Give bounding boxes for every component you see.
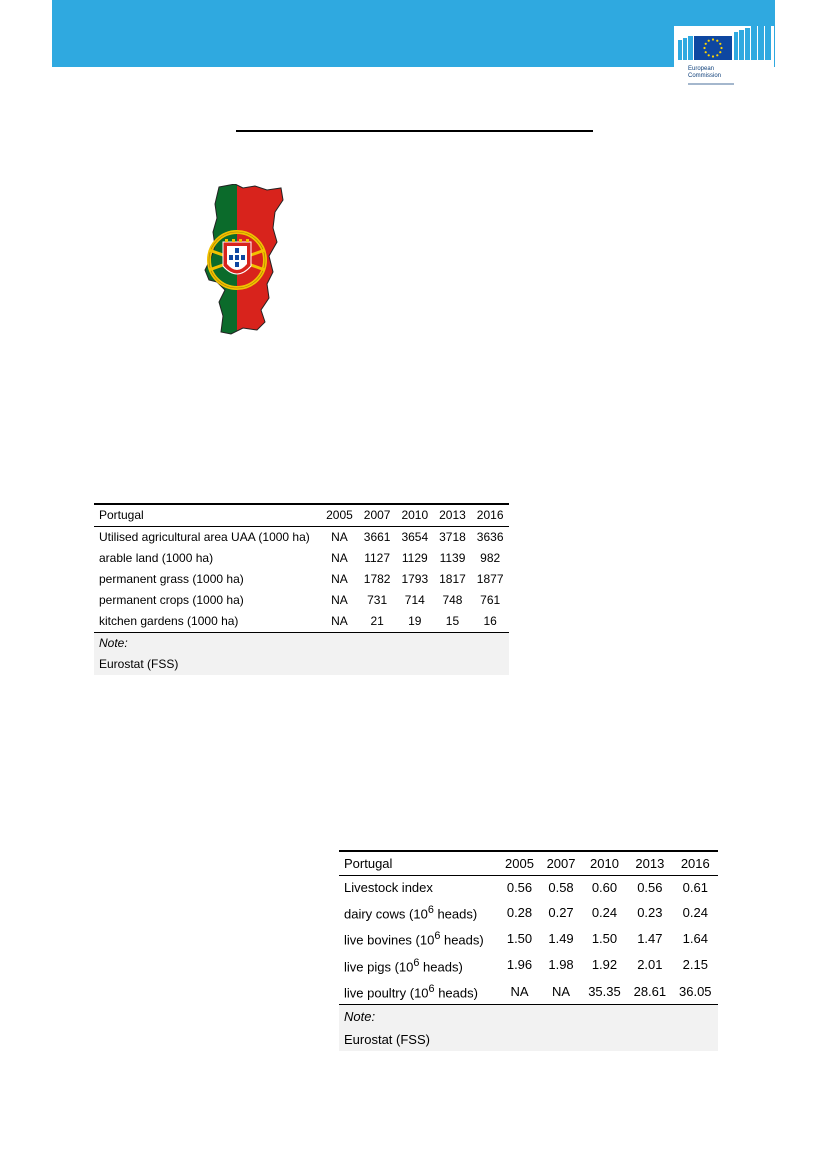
title-underline [236, 130, 593, 132]
row-label [339, 899, 499, 925]
cell-value: NA [321, 611, 359, 633]
cell-value: 731 [367, 593, 388, 607]
cell-value: 1.47 [637, 930, 663, 946]
cell-value: 21 [358, 611, 396, 633]
table-row [94, 527, 509, 549]
cell-value: 1.98 [548, 957, 574, 973]
row-label-exponent: 6 [428, 982, 435, 995]
european-commission-logo [674, 26, 774, 88]
cell-value: 2.01 [637, 957, 663, 973]
row-label: permanent grass (1000 ha) [99, 572, 244, 586]
row-label-text: live pigs (10 [344, 958, 414, 974]
table-row [94, 590, 509, 611]
cell-value: 1793 [401, 572, 429, 586]
cell-value: 1.92 [591, 957, 618, 973]
cell-value: NA [499, 978, 541, 1005]
cell-value: 1817 [439, 572, 466, 586]
table-row [339, 952, 718, 978]
year-header: 2007 [358, 504, 396, 527]
cell-value: 35.35 [582, 978, 627, 1005]
row-label-suffix: heads) [440, 932, 484, 948]
cell-value: 1139 [439, 551, 466, 565]
cell-value: 0.23 [637, 904, 663, 920]
row-label-exponent: 6 [413, 956, 420, 969]
table-title: Portugal [94, 504, 321, 527]
header-banner [52, 0, 775, 67]
livestock-table [339, 850, 718, 1051]
table-source-row [94, 654, 509, 675]
cell-value: 0.61 [682, 880, 708, 895]
row-label: Livestock index [344, 880, 433, 895]
cell-value: NA [331, 530, 348, 544]
cell-value: 1129 [401, 551, 428, 565]
row-label-suffix: heads) [419, 958, 463, 974]
cell-value: 1.50 [506, 930, 533, 946]
cell-value: 1.64 [682, 930, 708, 946]
cell-value: NA [331, 551, 348, 565]
row-label: Utilised agricultural area UAA (1000 ha) [99, 530, 310, 544]
table-note-row [339, 1005, 718, 1029]
cell-value: 982 [480, 551, 501, 565]
cell-value: 748 [442, 593, 463, 607]
cell-value: 2.15 [682, 957, 708, 973]
cell-value: 1127 [364, 551, 391, 565]
portugal-flag-map [203, 184, 285, 336]
year-header: 2005 [499, 851, 541, 876]
cell-value: 1782 [363, 572, 391, 586]
row-label-exponent: 6 [427, 904, 434, 916]
year-header: 2007 [540, 851, 582, 876]
year-header: 2005 [321, 504, 359, 527]
table-row [339, 925, 718, 951]
table-row [339, 978, 718, 1005]
cell-value: 714 [404, 593, 425, 607]
cell-value: 0.58 [548, 880, 574, 895]
table-title: Portugal [339, 851, 499, 876]
table-row [339, 899, 718, 925]
cell-value: 16 [471, 611, 509, 633]
row-label-exponent: 6 [434, 930, 441, 943]
year-header: 2010 [396, 504, 434, 527]
logo-text-line2: Commission [688, 73, 722, 79]
cell-value: 15 [434, 611, 472, 633]
cell-value: 0.60 [591, 880, 618, 895]
cell-value: NA [540, 978, 582, 1005]
table-header-row [339, 851, 718, 876]
cell-value: 28.61 [627, 978, 672, 1005]
row-label: arable land (1000 ha) [99, 551, 214, 565]
cell-value: 1.49 [548, 930, 574, 946]
table-header-row [94, 504, 509, 527]
cell-value: 0.27 [548, 904, 574, 920]
row-label-text: live bovines (10 [344, 932, 435, 948]
table-row [94, 611, 509, 633]
row-label [339, 952, 499, 978]
row-label [339, 925, 499, 951]
year-header: 2010 [582, 851, 627, 876]
row-label-text: dairy cows (10 [344, 906, 428, 922]
cell-value: 3661 [363, 530, 391, 544]
table-row [339, 876, 718, 900]
cell-value: 0.24 [591, 904, 618, 920]
table-note: Note: [339, 1005, 718, 1029]
row-label-suffix: heads) [434, 985, 478, 1001]
cell-value: NA [331, 593, 348, 607]
row-label-suffix: heads) [433, 906, 478, 922]
year-header: 2013 [627, 851, 672, 876]
year-header: 2013 [434, 504, 472, 527]
year-header: 2016 [673, 851, 718, 876]
land-use-table [94, 503, 509, 675]
cell-value: 19 [396, 611, 434, 633]
table-source: Eurostat (FSS) [94, 654, 509, 675]
table-note: Note: [94, 633, 509, 655]
cell-value: NA [331, 572, 348, 586]
cell-value: 0.24 [682, 904, 708, 920]
row-label: kitchen gardens (1000 ha) [94, 611, 321, 633]
cell-value: 0.56 [637, 880, 663, 895]
logo-text-line1: European [688, 66, 715, 72]
row-label [339, 978, 499, 1005]
table-source: Eurostat (FSS) [339, 1028, 718, 1051]
table-source-row [339, 1028, 718, 1051]
cell-value: 3636 [476, 530, 504, 544]
cell-value: 1.50 [591, 930, 618, 946]
cell-value: 1.96 [506, 957, 533, 973]
cell-value: 3654 [401, 530, 429, 544]
table-row [94, 548, 509, 569]
cell-value: 0.28 [506, 904, 533, 920]
cell-value: 36.05 [673, 978, 718, 1005]
cell-value: 0.56 [506, 880, 533, 895]
cell-value: 1877 [476, 572, 504, 586]
table-note-row [94, 633, 509, 655]
row-label-text: live poultry (10 [344, 985, 429, 1001]
year-header: 2016 [471, 504, 509, 527]
row-label: permanent crops (1000 ha) [99, 593, 244, 607]
cell-value: 3718 [439, 530, 466, 544]
table-row [94, 569, 509, 590]
cell-value: 761 [480, 593, 501, 607]
